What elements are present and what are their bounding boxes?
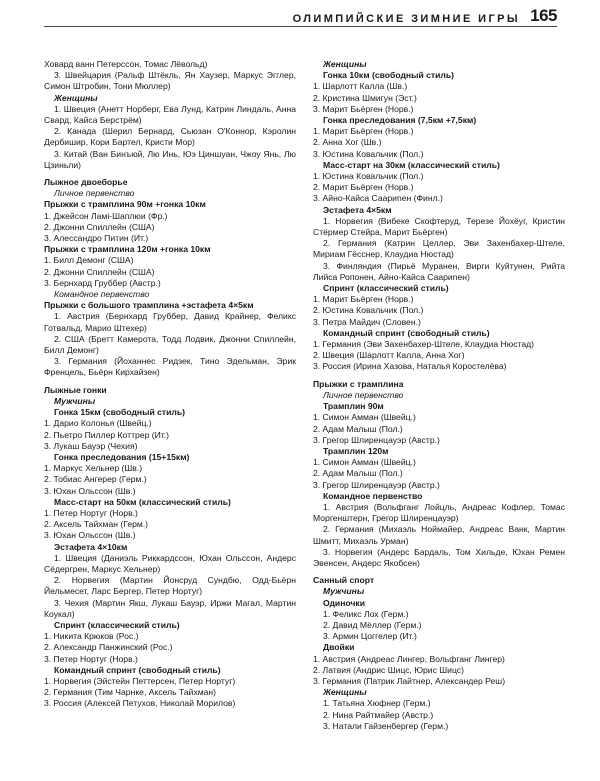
result-line: 2. Германия (Михаэль Ноймайер, Андреас Ванк, Мартин Шмитт, Михаэль Урман) — [313, 524, 565, 546]
event-title: Масс-старт на 50км (классический стиль) — [54, 496, 231, 507]
section-heading: Прыжки с трамплина — [313, 378, 404, 389]
result-line: 3. Грегор Шлиренцауэр (Австр.) — [313, 434, 440, 445]
result-line: 3. Петра Майдич (Словен.) — [313, 316, 421, 327]
result-line: 3. Россия (Алексей Петухов, Николай Морилов) — [44, 698, 236, 709]
result-line: 2. Тобиас Ангерер (Герм.) — [44, 474, 147, 485]
result-line: 2. Германия (Тим Чарнке, Аксель Тайхман) — [44, 687, 217, 698]
result-line: 3. Германия (Йоханнес Ридзек, Тино Эдельман, Эрик Френцель, Бьёрн Кирхайзен) — [44, 356, 296, 378]
result-line: 2. Джонни Спиллейн (США) — [44, 221, 155, 232]
result-line: 2. Анна Хог (Шв.) — [313, 137, 382, 148]
event-title: Гонка преследования (7,5км +7,5км) — [323, 115, 477, 126]
result-line: 1. Маркус Хельнер (Шв.) — [44, 463, 143, 474]
result-line: 1. Никита Крюков (Рос.) — [44, 631, 139, 642]
result-line: 1. Марит Бьёрген (Норв.) — [313, 126, 414, 137]
section-heading: Лыжные гонки — [44, 384, 107, 395]
event-title: Командный спринт (свободный стиль) — [54, 664, 221, 675]
result-line: 3. Швейцария (Ральф Штёкль, Ян Хаузер, Маркус Эгглер, Симон Штробин, Тони Мюллер) — [44, 70, 296, 92]
result-line: 1. Австрия (Андреас Лингер, Вольфганг Лингер) — [313, 653, 505, 664]
event-title: Двойки — [323, 642, 355, 653]
result-line: 1. Петер Нортуг (Норв.) — [44, 507, 138, 518]
result-line: Ховард ванн Петерссон, Томас Лёвольд) — [44, 59, 208, 69]
event-title: Эстафета 4×5км — [323, 204, 392, 215]
event-title: Прыжки с трамплина 90м +гонка 10км — [44, 199, 206, 210]
section-heading: Санный спорт — [313, 575, 375, 586]
group-heading: Мужчины — [54, 395, 96, 406]
result-line: 2. Аксель Тайхман (Герм.) — [44, 519, 149, 530]
group-heading: Женщины — [323, 59, 367, 69]
result-line: 3. Россия (Ирина Хазова, Наталья Коростелёва) — [313, 361, 507, 372]
result-line: 3. Юхан Ольссон (Шв.) — [44, 485, 136, 496]
event-title: Гонка 15км (свободный стиль) — [54, 407, 185, 418]
result-line: 3. Финляндия (Пирьё Муранен, Вирги Куйтунен, Рийта Лийса Ропонен, Айно-Кайса Саариnен) — [313, 260, 565, 282]
result-line: 1. Джейсон Ламі-Шаплюи (Фр.) — [44, 210, 168, 221]
result-line: 1. Марит Бьёрген (Норв.) — [313, 294, 414, 305]
result-line: 2. Канада (Шерил Бернард, Сьюзан О'Коннор, Кэролин Дербишир, Кори Бартел, Кристи Мор) — [44, 126, 296, 148]
event-title: Командный спринт (свободный стиль) — [323, 327, 490, 338]
result-line: 2. Александр Панжинский (Рос.) — [44, 642, 173, 653]
page-number: 165 — [530, 6, 557, 25]
section-heading: Лыжное двоеборье — [44, 177, 128, 188]
subsection-label: Командное первенство — [54, 289, 150, 300]
result-line: 3. Чехия (Мартин Якш, Лукаш Бауэр, Иржи Магал, Мартин Коукал) — [44, 597, 296, 619]
result-line: 3. Грегор Шлиренцауэр (Австр.) — [313, 479, 440, 490]
result-line: 3. Натали Гайзенбергер (Герм.) — [323, 720, 449, 731]
event-title: Гонка преследования (15+15км) — [54, 451, 190, 462]
page-header — [0, 0, 600, 40]
event-title: Командное первенство — [323, 490, 423, 501]
result-line: 1. Швеция (Даниэль Риккардссон, Юхан Ольссон, Андерс Сёдергрен, Маркус Хельнер) — [44, 552, 296, 574]
event-title: Одиночки — [323, 597, 366, 608]
result-line: 2. Кристина Шмигун (Эст.) — [313, 92, 417, 103]
event-title: Спринт (классический стиль) — [54, 619, 180, 630]
result-line: 1. Австрия (Вольфганг Лойцль, Андреас Кофлер, Томас Моргенштерн, Грегор Шлиренцауэр) — [313, 501, 565, 524]
event-title: Трамплин 90м — [323, 401, 384, 412]
result-line: 1. Симон Амман (Швейц.) — [313, 457, 416, 468]
subsection-label: Личное первенство — [54, 188, 135, 199]
result-line: 3. Айно-Кайса Саариnен (Финл.) — [313, 193, 443, 204]
result-line: 2. Германия (Катрин Целлер, Эви Захенбахер-Штеле, Мириам Гёсснер, Клаудиа Нюстад) — [313, 238, 565, 260]
right-column — [313, 59, 565, 732]
result-line: 1. Германия (Эви Захенбахер-Штеле, Клаудиа Нюстад) — [313, 339, 534, 350]
result-line: 2. Адам Малыш (Пол.) — [313, 423, 403, 434]
result-line: 1. Норвегия (Эйстейн Петтерсен, Петер Нортуг) — [44, 675, 236, 686]
running-title: ОЛИМПИЙСКИЕ ЗИМНИЕ ИГРЫ — [292, 13, 520, 25]
event-title: Прыжки с большого трамплина +эстафета 4×5км — [44, 300, 254, 311]
result-line: 1. Симон Амман (Швейц.) — [313, 412, 416, 423]
result-line: 2. Адам Малыш (Пол.) — [313, 468, 403, 479]
result-line: 1. Дарио Колонья (Швейц.) — [44, 418, 152, 429]
result-line: 3. Армин Цоггелер (Ит.) — [323, 631, 417, 642]
result-line: 3. Норвегия (Андерс Бардаль, Том Хильде, Юхан Ремен Эвенсен, Андерс Якобсен) — [313, 546, 565, 568]
event-title: Гонка 10км (свободный стиль) — [323, 70, 454, 81]
result-line: 1. Шарлотт Калла (Шв.) — [313, 81, 408, 92]
result-line: 1. Татьяна Хюфнер (Герм.) — [323, 698, 431, 709]
result-line: 2. Латвия (Андрис Шицс, Юрис Шицс) — [313, 664, 464, 675]
left-column — [44, 59, 296, 710]
result-line: 2. США (Бретт Камерота, Тодд Лодвик, Джонни Спиллейн, Билл Демонг) — [44, 333, 296, 356]
result-line: 1. Билл Демонг (США) — [44, 255, 134, 266]
result-line: 2. Юстина Ковальчик (Пол.) — [313, 305, 424, 316]
event-title: Эстафета 4×10км — [54, 541, 128, 552]
subsection-label: Личное первенство — [323, 389, 404, 400]
header-rule — [44, 26, 557, 27]
result-line: 3. Лукаш Бауэр (Чехия) — [44, 440, 138, 451]
result-line: 3. Бернхард Груббер (Австр.) — [44, 277, 161, 288]
event-title: Масс-старт на 30км (классический стиль) — [323, 159, 500, 170]
event-title: Спринт (классический стиль) — [323, 283, 449, 294]
result-line: 3. Германия (Патрик Лайтнер, Александер Реш) — [313, 675, 506, 686]
result-line: 3. Марит Бьёрген (Норв.) — [313, 103, 414, 114]
result-line: 1. Норвегия (Вибеке Скофтеруд, Терезе Йохёуг, Кристин Стёрмер Стейра, Марит Бьёрген) — [313, 215, 565, 238]
result-line: 1. Юстина Ковальчик (Пол.) — [313, 171, 424, 182]
result-line: 3. Алессандро Питин (Ит.) — [44, 233, 149, 244]
result-line: 2. Давид Мёллер (Герм.) — [323, 619, 422, 630]
result-line: 2. Марит Бьёрген (Норв.) — [313, 182, 414, 193]
result-line: 1. Швеция (Анетт Норберг, Ева Лунд, Катрин Линдаль, Анна Свард, Кайса Берстрём) — [44, 103, 296, 126]
event-title: Трамплин 120м — [323, 445, 389, 456]
result-line: 3. Китай (Ван Бинъюй, Лю Инь, Юэ Циншуан, Чжоу Янь, Лю Цзиньли) — [44, 148, 296, 170]
result-line: 3. Петер Нортуг (Норв.) — [44, 653, 138, 664]
result-line: 2. Швеция (Шарлотт Калла, Анна Хог) — [313, 350, 465, 361]
result-line: 2. Нина Райтмайер (Австр.) — [323, 709, 434, 720]
result-line: 2. Норвегия (Мартин Йонсруд Сундбю, Одд-Бьёрн Йельмесет, Ларс Бергер, Петер Нортуг) — [44, 575, 296, 597]
result-line: 1. Австрия (Бернхард Груббер, Давид Крайнер, Феликс Готвальд, Марио Штехер) — [44, 311, 296, 333]
result-line: 3. Юхан Ольссон (Шв.) — [44, 530, 136, 541]
result-line: 2. Джонни Спиллейн (США) — [44, 266, 155, 277]
event-title: Прыжки с трамплина 120м +гонка 10км — [44, 244, 211, 255]
group-heading: Женщины — [323, 687, 367, 698]
result-line: 3. Юстина Ковальчик (Пол.) — [313, 148, 424, 159]
group-heading: Женщины — [54, 92, 98, 103]
group-heading: Мужчины — [323, 586, 365, 597]
result-line: 2. Пьетро Пиллер Коттрер (Ит.) — [44, 429, 170, 440]
result-line: 1. Феликс Лох (Герм.) — [323, 608, 409, 619]
